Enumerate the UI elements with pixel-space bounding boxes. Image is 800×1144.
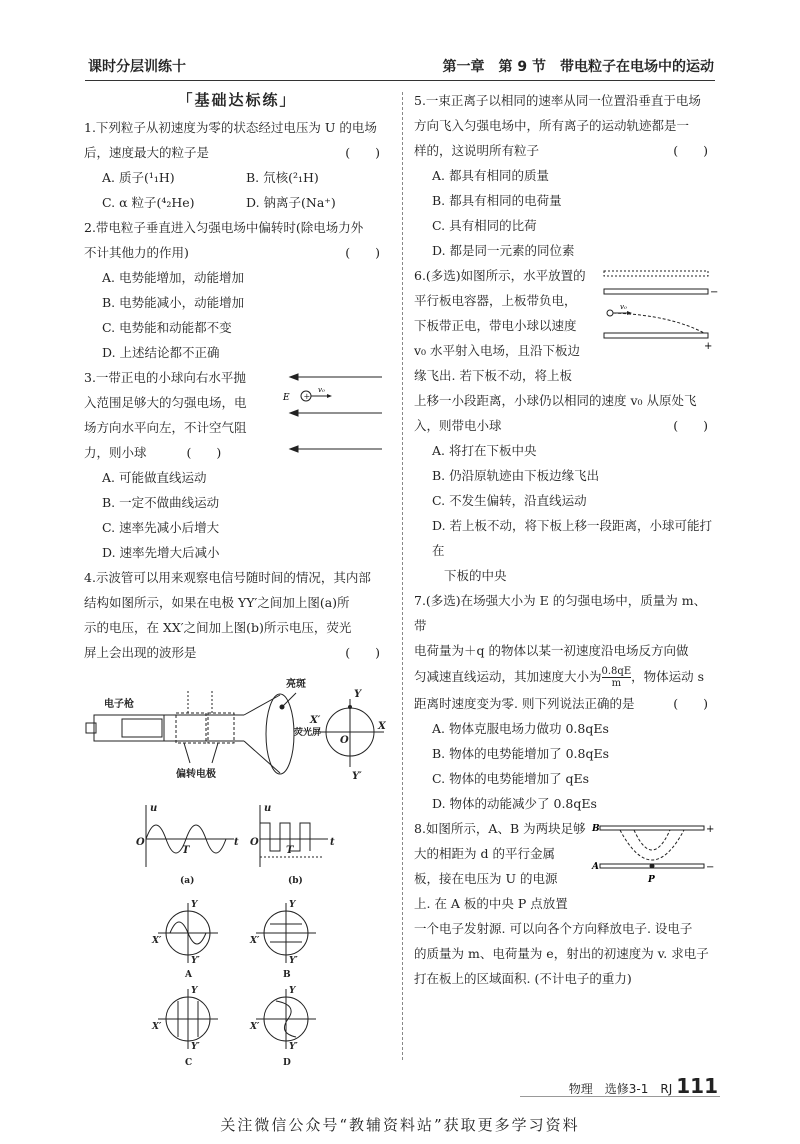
q1-options-row2 [84,190,390,215]
right-column [414,88,718,991]
q4-fig-O-label: O [340,735,349,746]
q3-fig-E-label: E [283,393,290,403]
q6-fig-minus: − [710,287,719,298]
q3-answer-blank: ( ) [186,445,222,460]
q3-option-d: D. 速率先增大后减小 [102,545,220,560]
q8-fig-plus: + [706,824,715,835]
q6-stem-line3: 下板带正电，带电小球以速度 [414,318,577,333]
q7-fraction-denominator: m [611,678,622,689]
q5-option-c: C. 具有相同的比荷 [432,218,537,233]
q4-choiceB-Y: Y [289,900,296,910]
q3-option-a: A. 可能做直线运动 [102,470,207,485]
q6-answer-blank: ( ) [673,418,708,433]
q5-option-a: A. 都具有相同的质量 [432,168,549,183]
q7-stem-text-a: 匀减速直线运动，其加速度大小为 [414,669,602,684]
q8-fig-minus: − [706,862,715,873]
q7-option-b: B. 物体的电势能增加了 0.8qEs [432,746,610,761]
q8-stem-line7: 打在板上的区域面积. (不计电子的重力) [414,971,632,986]
q4-fig-t-label-a: t [234,837,239,848]
q4-fig-u-label-b: u [264,803,272,814]
page-footer [569,1074,718,1098]
q6-option-d-line1: D. 若上板不动，将下板上移一段距离，小球可能打在 [432,518,713,558]
q5-stem-line3 [414,138,718,163]
q1-options-row1 [84,165,390,190]
q4-choice-B-label: B [283,970,291,980]
q3-fig-v0-label: v₀ [318,386,325,394]
q4-fig-Y-label: Y [354,689,362,700]
q1-stem-line1: 1.下列粒子从初速度为零的状态经过电压为 U 的电场 [84,120,377,135]
q8-plates-figure [590,820,718,894]
q3-stem-text: 力，则小球 [84,445,147,460]
q4-fig-X-label: X [378,721,386,732]
q2-answer-blank: ( ) [345,245,380,260]
question-6 [414,263,718,588]
q4-choiceC-Yp: Y′ [191,1042,200,1052]
q6-option-b: B. 仍沿原轨迹由下板边缘飞出 [432,468,600,483]
section-title: 「基础达标练」 [177,91,297,109]
q4-fig-Yp-label: Y′ [352,771,362,782]
q4-choice-A-label: A [185,970,192,980]
q2-option-d: D. 上述结论都不正确 [102,345,220,360]
question-8 [414,816,718,991]
q3-stem-line3: 场方向水平向左，不计空气阻 [84,420,247,435]
q4-fig-t-label-b: t [330,837,335,848]
q2-stem-text: 不计其他力的作用) [84,245,189,260]
q7-option-a: A. 物体克服电场力做功 0.8qEs [432,721,609,736]
q6-stem-line7 [414,413,718,438]
svg-text:+: + [303,392,311,401]
q7-stem-text: 距离时速度变为零. 则下列说法正确的是 [414,696,635,711]
q4-choiceC-Xp: X′ [152,1022,162,1032]
q4-choiceD-Yp: Y′ [289,1042,298,1052]
q4-fig-Xp-label: X′ [310,715,321,726]
q8-stem-line2: 大的相距为 d 的平行金属 [414,846,555,861]
q3-option-b: B. 一定不做曲线运动 [102,495,220,510]
q4-choiceD-Y: Y [289,986,296,996]
q7-fraction-numerator: 0.8qE [601,666,632,677]
q6-stem-line1: 6.(多选)如图所示，水平放置的 [414,268,586,283]
q4-choiceB-Yp: Y′ [289,956,298,966]
q4-choice-C-label: C [185,1058,193,1068]
bottom-promo-note: 关注微信公众号“教辅资料站”获取更多学习资料 [220,1116,580,1134]
q5-stem-text: 样的，这说明所有粒子 [414,143,540,158]
q4-fig-u-label-a: u [150,803,158,814]
q6-option-a: A. 将打在下板中央 [432,443,537,458]
q1-option-a: A. 质子(¹₁H) [102,170,175,185]
q5-stem-line1: 5.一束正离子以相同的速率从同一位置沿垂直于电场 [414,93,701,108]
q4-choiceD-Xp: X′ [250,1022,260,1032]
q8-stem-line6: 的质量为 m、电荷量为 e，射出的初速度为 v. 求电子 [414,946,709,961]
q7-stem-line1: 7.(多选)在场强大小为 E 的匀强电场中，质量为 m、带 [414,593,707,633]
q4-stem-text: 屏上会出现的波形是 [84,645,197,660]
q4-choiceB-Xp: X′ [250,936,260,946]
q4-fig-O-label-b: O [250,837,259,848]
q7-acceleration-fraction [602,666,632,689]
q4-choiceA-Xp: X′ [152,936,162,946]
q1-answer-blank: ( ) [345,145,380,160]
q2-option-b: B. 电势能减小，动能增加 [102,295,245,310]
q6-stem-line2: 平行板电容器，上板带负电， [414,293,577,308]
q6-fig-plus: + [704,341,713,352]
q6-fig-v0: v₀ [620,303,627,311]
q6-stem-line6: 上移一小段距离，小球仍以相同的速度 v₀ 从原处飞 [414,393,697,408]
q6-capacitor-figure [600,267,720,351]
q1-option-c: C. α 粒子(⁴₂He) [102,195,195,210]
left-column [84,88,390,1077]
q4-fig-T-label-a: T [182,845,190,856]
q4-choiceA-Y: Y [191,900,198,910]
column-divider [402,92,403,1060]
q7-stem-text-b: ，物体运动 s [631,669,705,684]
q8-stem-line1: 8.如图所示，A、B 为两块足够 [414,821,586,836]
q4-fig-spot-label: 亮斑 [286,679,306,690]
q4-choice-figure [84,897,390,1069]
q8-fig-B: B [592,824,600,834]
q4-stem-line3: 示的电压，在 XX′之间加上图(b)所示电压，荧光 [84,620,352,635]
q3-option-c: C. 速率先减小后增大 [102,520,220,535]
question-5 [414,88,718,263]
q7-stem-line2: 电荷量为＋q 的物体以某一初速度沿电场反方向做 [414,643,689,658]
q6-option-c: C. 不发生偏转，沿直线运动 [432,493,587,508]
q2-stem-line2 [84,240,390,265]
q7-option-d: D. 物体的动能减少了 0.8qEs [432,796,597,811]
q4-choiceA-Yp: Y′ [191,956,200,966]
q5-option-b: B. 都具有相同的电荷量 [432,193,562,208]
q4-answer-blank: ( ) [345,645,380,660]
question-2 [84,215,390,365]
q4-choice-D-label: D [283,1058,291,1068]
q4-fig-T-label-b: T [286,845,294,856]
q4-fig-deflect-label: 偏转电极 [176,769,216,780]
q4-fig-O-label-a: O [136,837,145,848]
page-number: 111 [676,1074,718,1098]
q8-stem-line5: 一个电子发射源. 可以向各个方向释放电子. 设电子 [414,921,693,936]
q4-waveform-figure [84,801,390,887]
header-lesson-title: 课时分层训练十 [88,59,186,75]
q1-stem-text: 后，速度最大的粒子是 [84,145,210,160]
q4-fig-b-caption: (b) [288,876,303,886]
q4-fig-screen-label: 荧光屏 [294,728,322,738]
q2-stem-line1: 2.带电粒子垂直进入匀强电场中偏转时(除电场力外 [84,220,364,235]
q1-option-d: D. 钠离子(Na⁺) [246,195,336,210]
q3-stem-line1: 3.一带正电的小球向右水平抛 [84,370,246,385]
q7-answer-blank: ( ) [673,696,708,711]
q7-option-c: C. 物体的电势能增加了 qEs [432,771,590,786]
q6-stem-text: 入，则带电小球 [414,418,502,433]
q3-stem-line2: 入范围足够大的匀强电场，电 [84,395,247,410]
q7-stem-line4 [414,691,718,716]
question-4 [84,565,390,1077]
q7-stem-line3 [414,663,718,691]
q8-stem-line3: 板，接在电压为 U 的电源 [414,871,558,886]
question-3 [84,365,390,565]
q1-stem-line2 [84,140,390,165]
q5-option-d: D. 都是同一元素的同位素 [432,243,575,258]
q4-stem-line2: 结构如图所示，如果在电极 YY′之间加上图(a)所 [84,595,350,610]
q4-oscilloscope-figure [84,677,390,789]
footer-rule [520,1096,720,1097]
footer-subject-label: 物理 选修3-1 RJ [568,1082,673,1096]
q8-fig-A: A [592,862,599,872]
header-rule [85,80,715,81]
q4-stem-line1: 4.示波管可以用来观察电信号随时间的情况，其内部 [84,570,371,585]
q8-stem-line4: 上. 在 A 板的中央 P 点放置 [414,896,568,911]
q2-option-c: C. 电势能和动能都不变 [102,320,232,335]
q8-fig-P: P [648,875,655,885]
q4-choiceC-Y: Y [191,986,198,996]
q5-stem-line2: 方向飞入匀强电场中，所有离子的运动轨迹都是一 [414,118,690,133]
question-1 [84,115,390,215]
q6-option-d-line2: 下板的中央 [444,568,507,583]
q6-stem-line5: 缘飞出. 若下板不动，将上板 [414,368,572,383]
q1-option-b: B. 氘核(²₁H) [246,170,319,185]
q4-stem-line4 [84,640,390,665]
header-chapter-title: 第一章 第 9 节 带电粒子在电场中的运动 [442,59,714,75]
question-7 [414,588,718,816]
q2-option-a: A. 电势能增加，动能增加 [102,270,244,285]
q3-field-figure [283,371,386,461]
q6-stem-line4: v₀ 水平射入电场，且沿下板边 [414,343,581,358]
q4-fig-gun-label: 电子枪 [104,699,134,710]
q4-fig-a-caption: (a) [180,876,195,886]
q5-answer-blank: ( ) [673,143,708,158]
